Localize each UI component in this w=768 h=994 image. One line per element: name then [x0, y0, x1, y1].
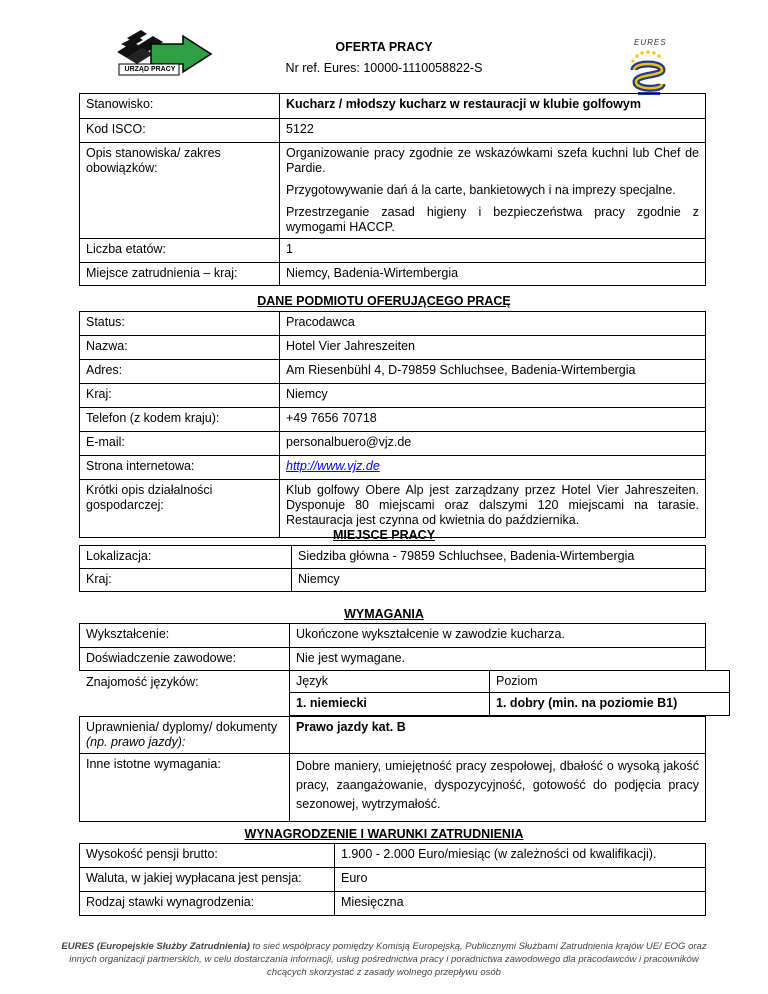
- urzad-pracy-logo-text: URZĄD PRACY: [124, 66, 176, 73]
- email-label: E-mail:: [80, 432, 280, 456]
- miejsce-value: Niemcy, Badenia-Wirtembergia: [280, 263, 706, 286]
- table-row: [80, 94, 706, 119]
- kraj-value: Niemcy: [280, 384, 706, 408]
- opis-stanowiska-label: Opis stanowiska/ zakres obowiązków:: [80, 143, 280, 239]
- etaty-value: 1: [280, 239, 706, 263]
- isco-label: Kod ISCO:: [80, 119, 280, 143]
- nazwa-label: Nazwa:: [80, 336, 280, 360]
- footer-note: [60, 940, 708, 979]
- uprawnienia-label: [80, 717, 290, 754]
- jezyk-value: 1. niemiecki: [290, 693, 490, 716]
- languages-table: [289, 670, 730, 716]
- stanowisko-value: Kucharz / młodszy kucharz w restauracji w klubie golfowym: [280, 94, 706, 119]
- telefon-value: +49 7656 70718: [280, 408, 706, 432]
- opis-stanowiska-1: Organizowanie pracy zgodnie ze wskazówkami szefa kuchni lub Chef de Pardie.: [286, 146, 699, 175]
- waluta-label: Waluta, w jakiej wypłacana jest pensja:: [80, 868, 335, 892]
- table-row: [80, 360, 706, 384]
- opis-stanowiska-2: Przygotowywanie dań á la carte, bankietowych i na imprezy specjalne.: [286, 183, 676, 197]
- employer-section-title: [0, 294, 768, 308]
- etaty-label: Liczba etatów:: [80, 239, 280, 263]
- salary-section-title-text: WYNAGRODZENIE I WARUNKI ZATRUDNIENIA: [244, 827, 524, 841]
- table-row: [80, 239, 706, 263]
- table-row: [80, 868, 706, 892]
- requirements-table: [79, 623, 706, 671]
- job-table: [79, 93, 706, 286]
- table-row: [80, 119, 706, 143]
- requirements-section-title-text: WYMAGANIA: [344, 607, 424, 621]
- doswiadczenie-value: Nie jest wymagane.: [290, 648, 706, 671]
- table-row: [80, 456, 706, 480]
- table-row: [80, 432, 706, 456]
- table-row: [290, 671, 730, 693]
- stanowisko-label: Stanowisko:: [80, 94, 280, 119]
- waluta-value: Euro: [335, 868, 706, 892]
- table-row: [80, 844, 706, 868]
- kraj-label: Kraj:: [80, 384, 280, 408]
- inne-wymagania-label: Inne istotne wymagania:: [80, 754, 290, 822]
- poziom-header: Poziom: [490, 671, 730, 693]
- employer-section-title-text: DANE PODMIOTU OFERUJĄCEGO PRACĘ: [257, 294, 511, 308]
- telefon-label: Telefon (z kodem kraju):: [80, 408, 280, 432]
- table-row: [80, 408, 706, 432]
- email-value: personalbuero@vjz.de: [280, 432, 706, 456]
- salary-section-title: [0, 827, 768, 841]
- table-row: [80, 336, 706, 360]
- opis-stanowiska-3: Przestrzeganie zasad higieny i bezpieczeństwa pracy zgodnie z wymogami HACCP.: [286, 205, 699, 234]
- www-cell: [280, 456, 706, 480]
- page-title: OFERTA PRACY: [335, 40, 433, 54]
- table-row: [80, 143, 706, 239]
- table-row: [80, 717, 706, 754]
- pensja-value: 1.900 - 2.000 Euro/miesiąc (w zależności od kwalifikacji).: [335, 844, 706, 868]
- table-row: [80, 312, 706, 336]
- eures-logo-graphic: [620, 48, 676, 96]
- table-row: [80, 263, 706, 286]
- opis-stanowiska-value: [280, 143, 706, 239]
- lokalizacja-value: Siedziba główna - 79859 Schluchsee, Badenia-Wirtembergia: [292, 546, 706, 569]
- isco-value: 5122: [280, 119, 706, 143]
- pensja-label: Wysokość pensji brutto:: [80, 844, 335, 868]
- workplace-section-title: [0, 528, 768, 542]
- table-row: [290, 693, 730, 716]
- doswiadczenie-label: Doświadczenie zawodowe:: [80, 648, 290, 671]
- status-label: Status:: [80, 312, 280, 336]
- eures-logo-text: EURES: [634, 38, 667, 47]
- status-value: Pracodawca: [280, 312, 706, 336]
- dzialalnosc-label: Krótki opis działalności gospodarczej:: [80, 480, 280, 538]
- table-row: [80, 648, 706, 671]
- table-row: [80, 892, 706, 916]
- wyksztalcenie-value: Ukończone wykształcenie w zawodzie kucharza.: [290, 624, 706, 648]
- workplace-section-title-text: MIEJSCE PRACY: [332, 528, 436, 542]
- table-row: [80, 624, 706, 648]
- nazwa-value: Hotel Vier Jahreszeiten: [280, 336, 706, 360]
- workplace-table: [79, 545, 706, 592]
- footer-text: to sieć współpracy pomiędzy Komisją Europejską, Publicznymi Służbami Zatrudnienia krajów UE/ EOG oraz innych organizacji partnerskich, w celu dostarczania informacji, usług pośrednictwa pracy i poradnictwa zawodowego dla pracodawców i pracowników chcących skorzystać z zasady wolnego przepływu osób: [69, 941, 707, 978]
- uprawnienia-label-text: Uprawnienia/ dyplomy/ dokumenty: [86, 720, 278, 734]
- employer-table: [79, 311, 706, 538]
- requirements-section-title: [0, 607, 768, 621]
- stawka-value: Miesięczna: [335, 892, 706, 916]
- dzialalnosc-value: Klub golfowy Obere Alp jest zarządzany przez Hotel Vier Jahreszeiten. Dysponuje 80 miejscami oraz dalszymi 120 miejscami na tarasie. Restauracja jest czynna od kwietnia do października.: [280, 480, 706, 538]
- workplace-kraj-label: Kraj:: [80, 569, 292, 592]
- table-row: [80, 754, 706, 822]
- poziom-value: 1. dobry (min. na poziomie B1): [490, 693, 730, 716]
- uprawnienia-label-example: (np. prawo jazdy):: [86, 735, 186, 749]
- jezyki-label: Znajomość języków:: [86, 675, 199, 689]
- reference-number: Nr ref. Eures: 10000-1110058822-S: [285, 61, 483, 75]
- requirements-table-2: [79, 716, 706, 822]
- www-label: Strona internetowa:: [80, 456, 280, 480]
- eures-logo: [620, 38, 676, 96]
- salary-table: [79, 843, 706, 916]
- inne-wymagania-value: Dobre maniery, umiejętność pracy zespołowej, dbałość o wysoką jakość pracy, zaangażowanie, dyspozycyjność, gotowość do podjęcia pracy sezonowej, wytrzymałość.: [290, 754, 706, 822]
- lokalizacja-label: Lokalizacja:: [80, 546, 292, 569]
- uprawnienia-value: Prawo jazdy kat. B: [290, 717, 706, 754]
- stawka-label: Rodzaj stawki wynagrodzenia:: [80, 892, 335, 916]
- workplace-kraj-value: Niemcy: [292, 569, 706, 592]
- table-row: [80, 384, 706, 408]
- www-link[interactable]: http://www.vjz.de: [286, 459, 380, 473]
- wyksztalcenie-label: Wykształcenie:: [80, 624, 290, 648]
- jezyk-header: Język: [290, 671, 490, 693]
- table-row: [80, 569, 706, 592]
- miejsce-label: Miejsce zatrudnienia – kraj:: [80, 263, 280, 286]
- table-row: [80, 546, 706, 569]
- adres-label: Adres:: [80, 360, 280, 384]
- adres-value: Am Riesenbühl 4, D-79859 Schluchsee, Badenia-Wirtembergia: [280, 360, 706, 384]
- footer-bold: EURES (Europejskie Służby Zatrudnienia): [61, 941, 250, 952]
